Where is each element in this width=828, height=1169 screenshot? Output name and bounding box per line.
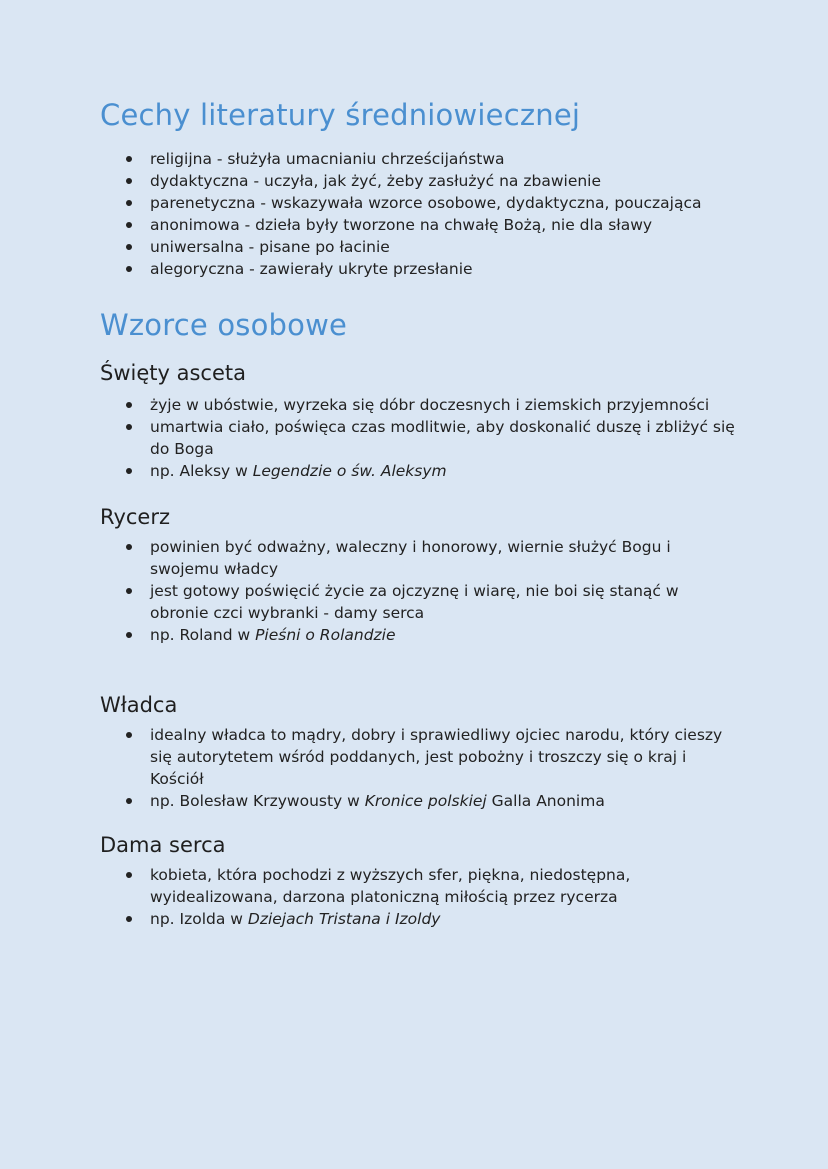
heading-role-models: Wzorce osobowe [100, 308, 348, 342]
example-prefix: np. Roland w [150, 626, 256, 644]
list-item-example [100, 790, 740, 812]
list-item: parenetyczna - wskazywała wzorce osobowe, dydaktyczna, pouczająca [100, 192, 740, 214]
knight-list [100, 536, 740, 646]
list-item-example [100, 460, 740, 482]
subheading-saint: Święty asceta [100, 361, 246, 385]
work-title: Dziejach Tristana i Izoldy [247, 910, 441, 928]
list-item-example [100, 624, 740, 646]
example-suffix: Galla Anonima [486, 792, 605, 810]
example-prefix: np. Izolda w [150, 910, 248, 928]
work-title: Kronice polskiej [364, 792, 487, 810]
list-item: uniwersalna - pisane po łacinie [100, 236, 740, 258]
list-item: anonimowa - dzieła były tworzone na chwałę Bożą, nie dla sławy [100, 214, 740, 236]
list-item: umartwia ciało, poświęca czas modlitwie, aby doskonalić duszę i zbliżyć się do Boga [100, 416, 740, 460]
list-item: żyje w ubóstwie, wyrzeka się dóbr doczesnych i ziemskich przyjemności [100, 394, 740, 416]
document-page [100, 96, 740, 930]
list-item: powinien być odważny, waleczny i honorowy, wiernie służyć Bogu i swojemu władcy [100, 536, 740, 580]
ruler-list [100, 724, 740, 812]
list-item: alegoryczna - zawierały ukryte przesłanie [100, 258, 740, 280]
example-prefix: np. Aleksy w [150, 462, 253, 480]
features-list [100, 148, 740, 280]
subheading-knight: Rycerz [100, 505, 170, 529]
subheading-lady: Dama serca [100, 833, 226, 857]
list-item: kobieta, która pochodzi z wyższych sfer, piękna, niedostępna, wyidealizowana, darzona platoniczną miłością przez rycerza [100, 864, 740, 908]
work-title: Legendzie o św. Aleksym [252, 462, 447, 480]
list-item-example [100, 908, 740, 930]
list-item: dydaktyczna - uczyła, jak żyć, żeby zasłużyć na zbawienie [100, 170, 740, 192]
list-item: jest gotowy poświęcić życie za ojczyznę i wiarę, nie boi się stanąć w obronie czci wybranki - damy serca [100, 580, 740, 624]
list-item: idealny władca to mądry, dobry i sprawiedliwy ojciec narodu, który cieszy się autorytetem wśród poddanych, jest pobożny i troszczy się o kraj i Kościół [100, 724, 740, 790]
lady-list [100, 864, 740, 930]
saint-list [100, 394, 740, 482]
work-title: Pieśni o Rolandzie [255, 626, 396, 644]
subheading-ruler: Władca [100, 693, 178, 717]
list-item: religijna - służyła umacnianiu chrześcijaństwa [100, 148, 740, 170]
heading-features: Cechy literatury średniowiecznej [100, 98, 581, 132]
example-prefix: np. Bolesław Krzywousty w [150, 792, 365, 810]
